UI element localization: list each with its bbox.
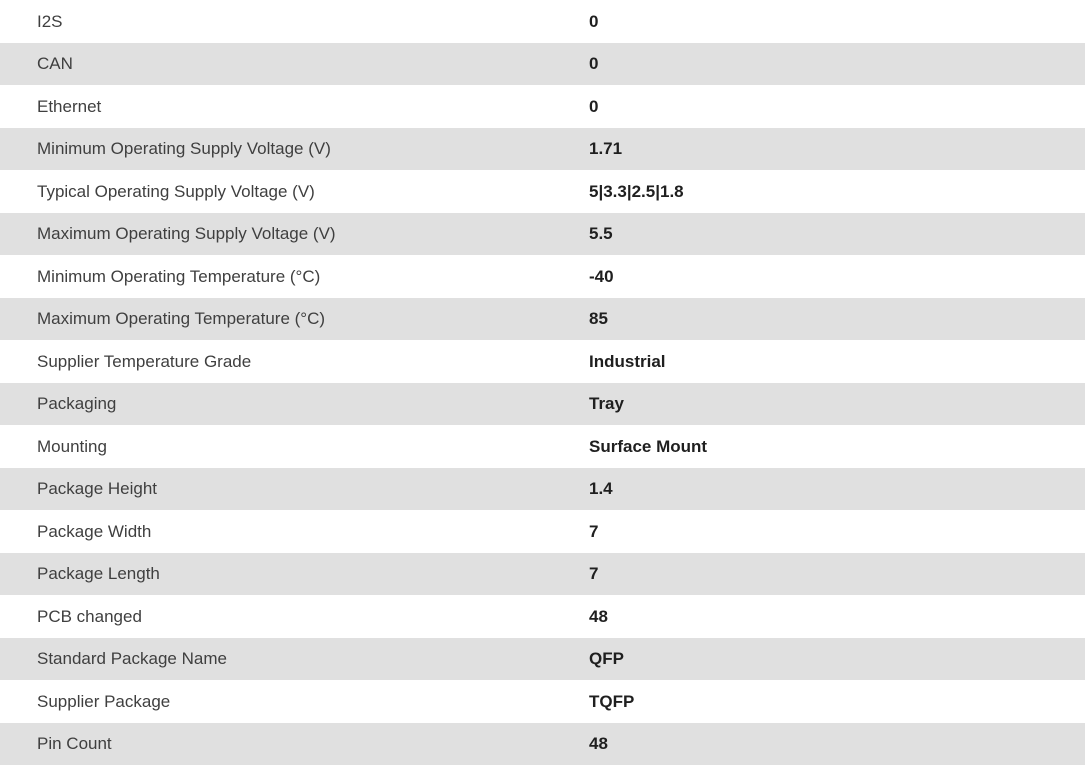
attribute-cell: Package Height	[0, 468, 562, 511]
attribute-cell: Supplier Package	[0, 680, 562, 723]
table-row	[0, 340, 1085, 383]
table-row	[0, 170, 1085, 213]
value-cell: 1.4	[562, 468, 1085, 511]
attribute-cell: I2S	[0, 0, 562, 43]
value-cell: 7	[562, 510, 1085, 553]
attribute-cell: Supplier Temperature Grade	[0, 340, 562, 383]
value-cell: 7	[562, 553, 1085, 596]
table-row	[0, 510, 1085, 553]
table-row	[0, 468, 1085, 511]
table-row	[0, 298, 1085, 341]
attribute-cell: Minimum Operating Temperature (°C)	[0, 255, 562, 298]
value-cell: 1.71	[562, 128, 1085, 171]
table-row	[0, 85, 1085, 128]
value-cell: 0	[562, 0, 1085, 43]
table-row	[0, 723, 1085, 765]
value-cell: 5|3.3|2.5|1.8	[562, 170, 1085, 213]
value-cell: 0	[562, 85, 1085, 128]
attribute-cell: Maximum Operating Temperature (°C)	[0, 298, 562, 341]
attribute-cell: Ethernet	[0, 85, 562, 128]
attribute-cell: PCB changed	[0, 595, 562, 638]
value-cell: 85	[562, 298, 1085, 341]
table-row	[0, 0, 1085, 43]
table-row	[0, 255, 1085, 298]
value-cell: 5.5	[562, 213, 1085, 256]
value-cell: 48	[562, 595, 1085, 638]
value-cell: 0	[562, 43, 1085, 86]
table-row	[0, 43, 1085, 86]
attribute-cell: Minimum Operating Supply Voltage (V)	[0, 128, 562, 171]
attribute-cell: Typical Operating Supply Voltage (V)	[0, 170, 562, 213]
table-row	[0, 383, 1085, 426]
attribute-cell: Mounting	[0, 425, 562, 468]
value-cell: QFP	[562, 638, 1085, 681]
attribute-cell: CAN	[0, 43, 562, 86]
value-cell: 48	[562, 723, 1085, 765]
table-row	[0, 213, 1085, 256]
value-cell: Industrial	[562, 340, 1085, 383]
attribute-cell: Packaging	[0, 383, 562, 426]
value-cell: Tray	[562, 383, 1085, 426]
attribute-cell: Package Length	[0, 553, 562, 596]
attribute-cell: Package Width	[0, 510, 562, 553]
attribute-cell: Standard Package Name	[0, 638, 562, 681]
table-row	[0, 128, 1085, 171]
attribute-cell: Maximum Operating Supply Voltage (V)	[0, 213, 562, 256]
value-cell: Surface Mount	[562, 425, 1085, 468]
table-row	[0, 680, 1085, 723]
table-row	[0, 553, 1085, 596]
value-cell: -40	[562, 255, 1085, 298]
value-cell: TQFP	[562, 680, 1085, 723]
attribute-cell: Pin Count	[0, 723, 562, 765]
table-row	[0, 425, 1085, 468]
table-row	[0, 638, 1085, 681]
table-row	[0, 595, 1085, 638]
